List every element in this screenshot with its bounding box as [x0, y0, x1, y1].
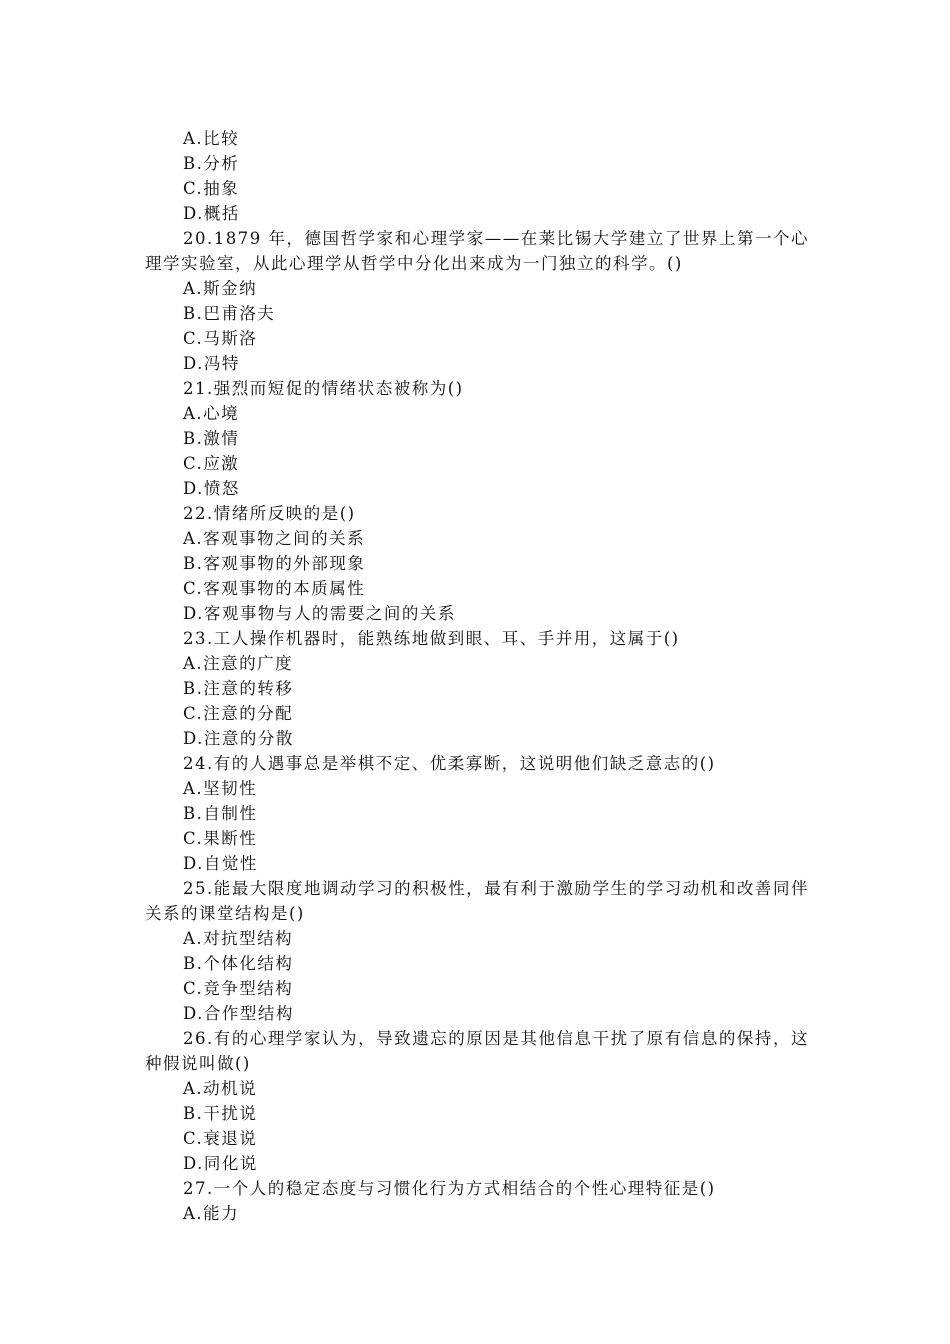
- answer-option: D.愤怒: [183, 479, 240, 498]
- question-list: [145, 126, 809, 1226]
- question-stem: 24.有的人遇事总是举棋不定、优柔寡断，这说明他们缺乏意志的(): [183, 754, 716, 773]
- answer-option: C.应激: [183, 454, 240, 473]
- answer-option: C.竞争型结构: [183, 979, 294, 998]
- answer-option: D.自觉性: [183, 854, 258, 873]
- answer-option: A.客观事物之间的关系: [183, 529, 366, 548]
- answer-option: D.同化说: [183, 1154, 258, 1173]
- answer-option: A.坚韧性: [183, 779, 258, 798]
- answer-option: A.注意的广度: [183, 654, 294, 673]
- answer-option: C.注意的分配: [183, 704, 294, 723]
- answer-option: C.果断性: [183, 829, 258, 848]
- answer-option: B.巴甫洛夫: [183, 304, 276, 323]
- answer-option: A.动机说: [183, 1079, 258, 1098]
- answer-option: B.自制性: [183, 804, 258, 823]
- answer-option: D.概括: [183, 204, 240, 223]
- answer-option: C.抽象: [183, 179, 240, 198]
- question-stem: 27.一个人的稳定态度与习惯化行为方式相结合的个性心理特征是(): [183, 1179, 716, 1198]
- answer-option: B.分析: [183, 154, 240, 173]
- answer-option: A.能力: [183, 1204, 240, 1223]
- answer-option: A.对抗型结构: [183, 929, 294, 948]
- question-stem: 26.有的心理学家认为，导致遗忘的原因是其他信息干扰了原有信息的保持，这种假说叫做(): [145, 1029, 809, 1073]
- answer-option: A.心境: [183, 404, 240, 423]
- answer-option: C.客观事物的本质属性: [183, 579, 366, 598]
- answer-option: C.马斯洛: [183, 329, 258, 348]
- answer-option: D.客观事物与人的需要之间的关系: [183, 604, 456, 623]
- answer-option: B.个体化结构: [183, 954, 294, 973]
- answer-option: B.客观事物的外部现象: [183, 554, 366, 573]
- answer-option: B.干扰说: [183, 1104, 258, 1123]
- question-stem: 22.情绪所反映的是(): [183, 504, 356, 523]
- answer-option: A.比较: [183, 129, 240, 148]
- question-stem: 21.强烈而短促的情绪状态被称为(): [183, 379, 464, 398]
- answer-option: D.冯特: [183, 354, 240, 373]
- answer-option: C.衰退说: [183, 1129, 258, 1148]
- answer-option: B.激情: [183, 429, 240, 448]
- answer-option: B.注意的转移: [183, 679, 294, 698]
- answer-option: A.斯金纳: [183, 279, 258, 298]
- question-stem: 23.工人操作机器时，能熟练地做到眼、耳、手并用，这属于(): [183, 629, 680, 648]
- question-stem: 25.能最大限度地调动学习的积极性，最有利于激励学生的学习动机和改善同伴关系的课堂结构是(): [145, 879, 809, 923]
- question-stem: 20.1879 年，德国哲学家和心理学家——在莱比锡大学建立了世界上第一个心理学实验室，从此心理学从哲学中分化出来成为一门独立的科学。(): [145, 229, 809, 273]
- answer-option: D.注意的分散: [183, 729, 294, 748]
- answer-option: D.合作型结构: [183, 1004, 294, 1023]
